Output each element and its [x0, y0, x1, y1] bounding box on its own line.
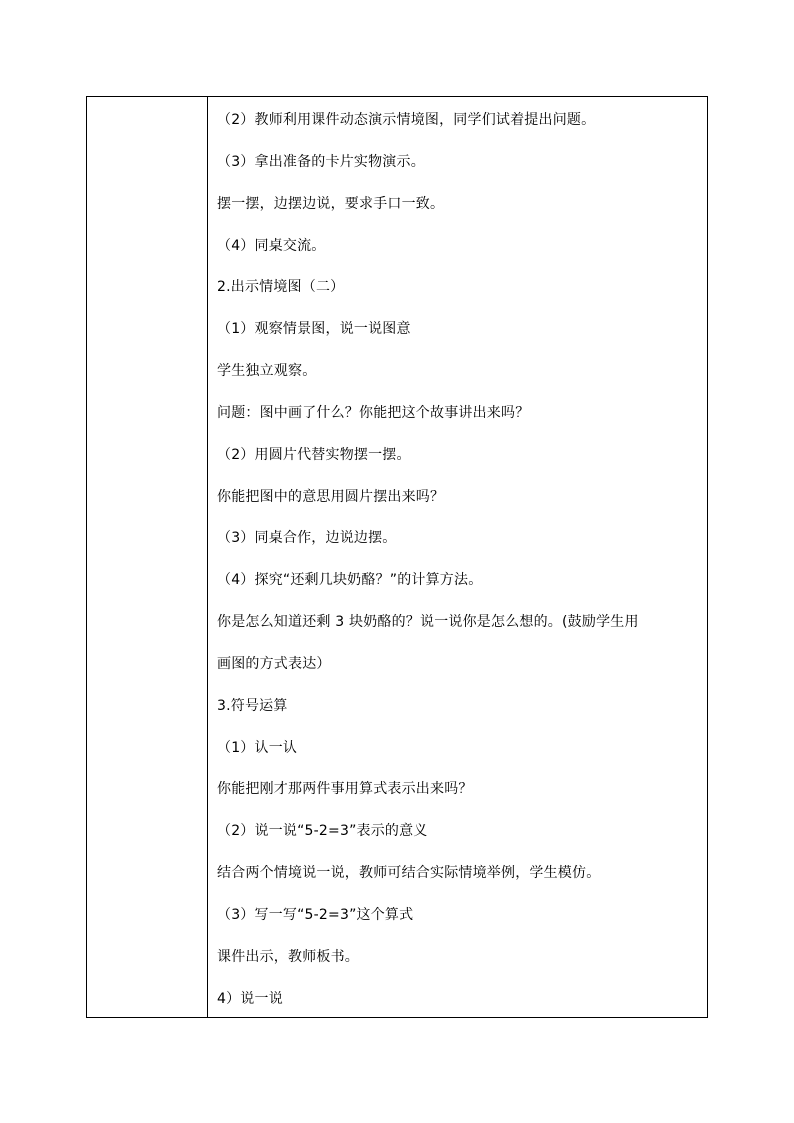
text-line: （2）说一说“5-2=3”表示的意义 [217, 823, 428, 839]
text-line: （4）同桌交流。 [217, 238, 326, 254]
text-line: 结合两个情境说一说，教师可结合实际情境举例，学生模仿。 [217, 865, 601, 881]
text-line: 课件出示，教师板书。 [217, 949, 359, 965]
text-line: 摆一摆，边摆边说，要求手口一致。 [217, 196, 445, 212]
text-line: 你是怎么知道还剩 3 块奶酪的？说一说你是怎么想的。(鼓励学生用 [217, 614, 639, 630]
text-line: （2）教师利用课件动态演示情境图，同学们试着提出问题。 [217, 112, 596, 128]
table-right-cell [208, 97, 707, 1017]
table-left-cell [87, 97, 208, 1017]
text-line: 学生独立观察。 [217, 363, 317, 379]
text-line: （3）拿出准备的卡片实物演示。 [217, 154, 425, 170]
text-line: 4）说一说 [217, 991, 283, 1007]
text-line: （3）写一写“5-2=3”这个算式 [217, 907, 414, 923]
text-line: 画图的方式表达） [217, 656, 331, 672]
text-line: 3.符号运算 [217, 698, 288, 714]
text-line: 2.出示情境图（二） [217, 279, 345, 295]
text-line: （1）观察情景图，说一说图意 [217, 321, 411, 337]
text-line: 问题：图中画了什么？你能把这个故事讲出来吗？ [217, 405, 530, 421]
lesson-table [86, 96, 708, 1018]
text-line: （3）同桌合作，边说边摆。 [217, 530, 397, 546]
text-line: 你能把刚才那两件事用算式表示出来吗？ [217, 781, 473, 797]
text-line: （1）认一认 [217, 740, 298, 756]
text-line: （2）用圆片代替实物摆一摆。 [217, 447, 411, 463]
text-line: 你能把图中的意思用圆片摆出来吗？ [217, 489, 445, 505]
text-line: （4）探究“还剩几块奶酪？”的计算方法。 [217, 572, 483, 588]
